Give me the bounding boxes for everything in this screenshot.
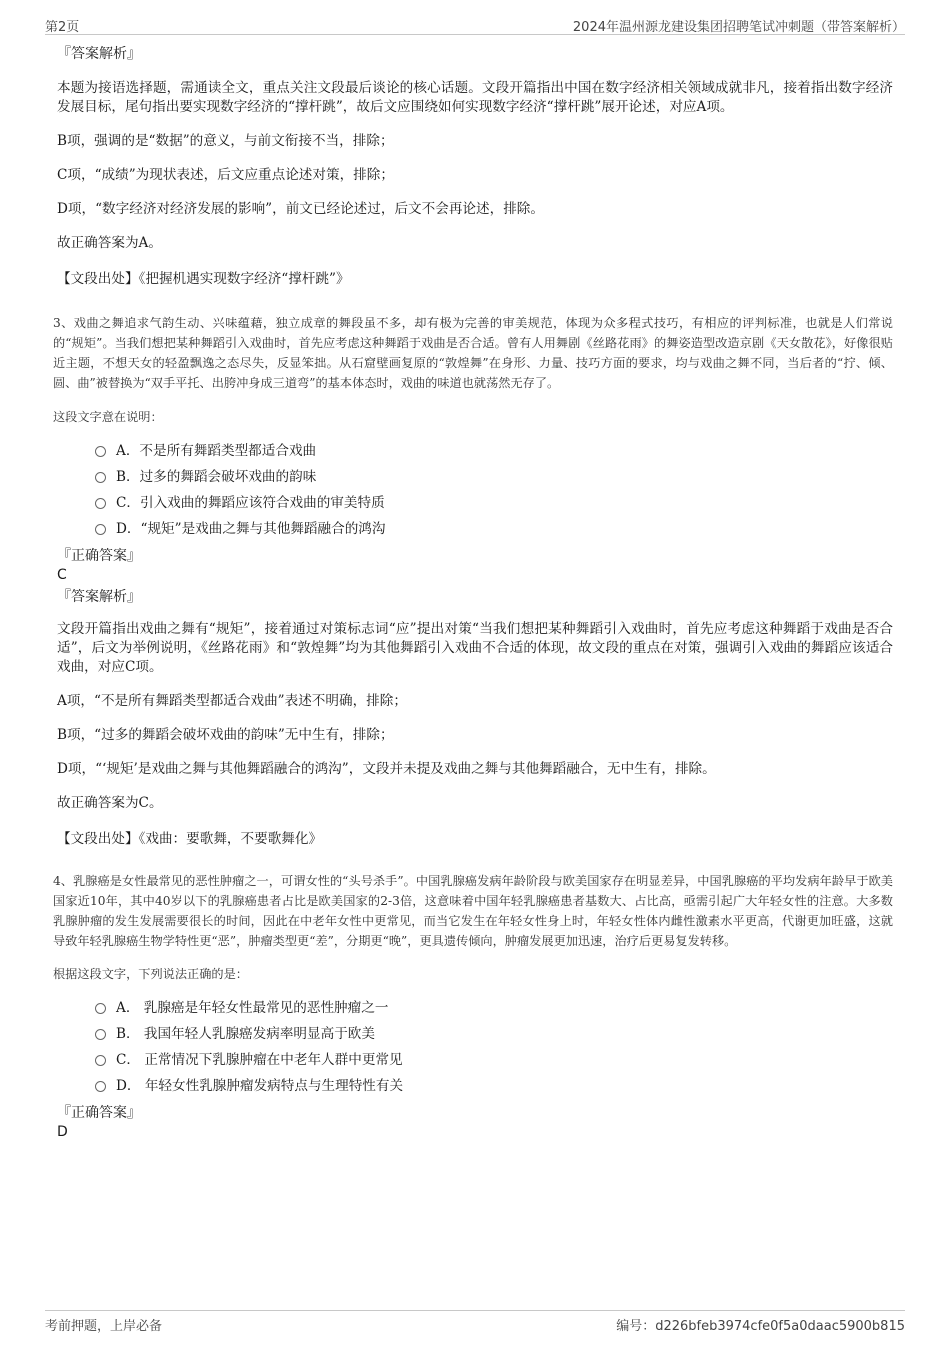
radio-icon[interactable] — [95, 498, 106, 509]
option-label: B．过多的舞蹈会破坏戏曲的韵味 — [116, 469, 317, 485]
option-d-note: D项，“‘规矩’是戏曲之舞与其他舞蹈融合的鸿沟”，文段并未提及戏曲之舞与其他舞蹈融合，无中生有，排除。 — [57, 761, 716, 777]
question-text: 3、戏曲之舞追求气韵生动、兴味蕴藉，独立成章的舞段虽不多，却有极为完善的审美规范，体现为众多程式技巧，有相应的评判标准，也就是人们常说的“规矩”。当我们想把某种舞蹈引入戏曲时，首先应考虑这种舞蹈于戏曲是否合适。曾有人用舞剧《丝路花雨》的舞姿造型改造京剧《天女散花》，好像很贴近主题，不想天女的轻盈飘逸之态尽失，反显笨拙。从石窟壁画复原的“敦煌舞”在身形、力量、技巧方面的要求，均与戏曲之舞不同，当后者的“拧、倾、圆、曲”被替换为“双手平托、出胯冲身成三道弯”的基本体态时，戏曲的味道也就荡然无存了。 — [53, 316, 893, 390]
radio-icon[interactable] — [95, 472, 106, 483]
document-code: 编号：d226bfeb3974cfe0f5a0daac5900b815 — [616, 1319, 905, 1334]
page-content — [53, 44, 893, 1141]
option-list — [95, 438, 893, 542]
correct-answer: C — [57, 567, 67, 583]
option-c-note: C项，“成绩”为现状表述，后文应重点论述对策，排除； — [57, 167, 394, 183]
question-2-explanation — [57, 44, 893, 289]
option-c[interactable] — [95, 1047, 893, 1073]
conclusion: 故正确答案为A。 — [57, 235, 162, 251]
footer-slogan: 考前押题，上岸必备 — [45, 1319, 163, 1334]
option-d[interactable] — [95, 516, 893, 542]
option-b[interactable] — [95, 464, 893, 490]
answer-label: 『正确答案』 — [57, 548, 141, 564]
document-title: 2024年温州源龙建设集团招聘笔试冲刺题（带答案解析） — [572, 20, 905, 35]
radio-icon[interactable] — [95, 1081, 106, 1092]
option-label: A．不是所有舞蹈类型都适合戏曲 — [116, 443, 317, 459]
page-number: 第2页 — [45, 20, 80, 35]
option-d-note: D项，“数字经济对经济发展的影响”，前文已经论述过，后文不会再论述，排除。 — [57, 201, 544, 217]
option-label: C． 正常情况下乳腺肿瘤在中老年人群中更常见 — [116, 1052, 403, 1068]
option-b[interactable] — [95, 1021, 893, 1047]
radio-icon[interactable] — [95, 1055, 106, 1066]
option-label: A． 乳腺癌是年轻女性最常见的恶性肿瘤之一 — [116, 1000, 389, 1016]
option-label: C．引入戏曲的舞蹈应该符合戏曲的审美特质 — [116, 495, 385, 511]
option-d[interactable] — [95, 1073, 893, 1099]
option-label: B． 我国年轻人乳腺癌发病率明显高于欧美 — [116, 1026, 375, 1042]
correct-answer: D — [57, 1124, 68, 1140]
source-citation: 【文段出处】《戏曲：要歌舞，不要歌舞化》 — [57, 831, 323, 847]
conclusion: 故正确答案为C。 — [57, 795, 163, 811]
option-a-note: A项，“不是所有舞蹈类型都适合戏曲”表述不明确，排除； — [57, 693, 407, 709]
option-b-note: B项，“过多的舞蹈会破坏戏曲的韵味”无中生有，排除； — [57, 727, 394, 743]
radio-icon[interactable] — [95, 524, 106, 535]
option-c[interactable] — [95, 490, 893, 516]
question-prompt: 这段文字意在说明： — [53, 410, 163, 424]
radio-icon[interactable] — [95, 1029, 106, 1040]
page-header — [45, 14, 905, 35]
analysis-paragraph: 文段开篇指出戏曲之舞有“规矩”，接着通过对策标志词“应”提出对策“当我们想把某种舞蹈引入戏曲时，首先应考虑这种舞蹈于戏曲是否合适”，后文为举例说明，《丝路花雨》和“敦煌舞”均为其他舞蹈引入戏曲不合适的体现，故文段的重点在对策，强调引入戏曲的舞蹈应该适合戏曲，对应C项。 — [57, 621, 893, 675]
option-list — [95, 995, 893, 1099]
question-prompt: 根据这段文字，下列说法正确的是： — [53, 967, 248, 981]
radio-icon[interactable] — [95, 446, 106, 457]
option-label: D． 年轻女性乳腺肿瘤发病特点与生理特性有关 — [116, 1078, 404, 1094]
option-a[interactable] — [95, 438, 893, 464]
option-label: D．“规矩”是戏曲之舞与其他舞蹈融合的鸿沟 — [116, 521, 386, 537]
analysis-paragraph: 本题为接语选择题，需通读全文，重点关注文段最后谈论的核心话题。文段开篇指出中国在数字经济相关领域成就非凡，接着指出数字经济发展目标，尾句指出要实现数字经济的“撑杆跳”，故后文应围绕如何实现数字经济“撑杆跳”展开论述，对应A项。 — [57, 80, 893, 115]
question-text: 4、乳腺癌是女性最常见的恶性肿瘤之一，可谓女性的“头号杀手”。中国乳腺癌发病年龄阶段与欧美国家存在明显差异，中国乳腺癌的平均发病年龄早于欧美国家近10年，其中40岁以下的乳腺癌患者占比是欧美国家的2-3倍，这意味着中国年轻乳腺癌患者基数大、占比高，亟需引起广大年轻女性的注意。大多数乳腺肿瘤的发生发展需要很长的时间，因此在中老年女性中更常见，而当它发生在年轻女性身上时，年轻女性体内雌性激素水平更高，代谢更加旺盛，这就导致年轻乳腺癌生物学特性更“恶”，肿瘤类型更“差”，分期更“晚”，更具遗传倾向，肿瘤发展更加迅速，治疗后更易复发转移。 — [53, 874, 893, 948]
answer-label: 『正确答案』 — [57, 1105, 141, 1121]
question-3 — [53, 313, 893, 849]
question-4 — [53, 871, 893, 1141]
source-citation: 【文段出处】《把握机遇实现数字经济“撑杆跳”》 — [57, 271, 350, 287]
analysis-label: 『答案解析』 — [57, 46, 141, 62]
page-footer — [45, 1310, 905, 1333]
analysis-label: 『答案解析』 — [57, 589, 141, 605]
option-b-note: B项，强调的是“数据”的意义，与前文衔接不当，排除； — [57, 133, 394, 149]
radio-icon[interactable] — [95, 1003, 106, 1014]
option-a[interactable] — [95, 995, 893, 1021]
